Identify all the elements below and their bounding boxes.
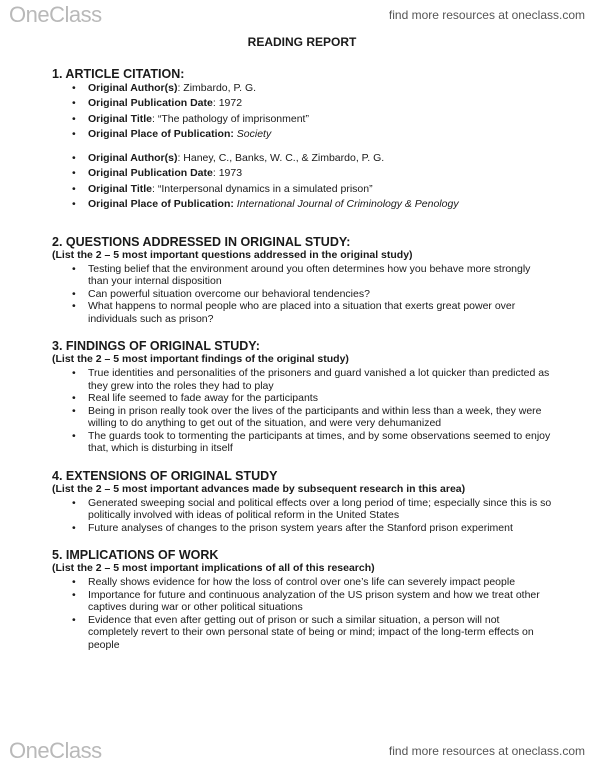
bullet-list (52, 367, 552, 455)
list-item: • Really shows evidence for how the loss of control over one’s life can severely impact people (52, 576, 552, 589)
citation-place: • Original Place of Publication: International Journal of Criminology & Penology (52, 197, 552, 213)
bullet-list (52, 497, 552, 535)
section-heading: 3. FINDINGS OF ORIGINAL STUDY: (52, 339, 260, 353)
citation-list-2 (52, 151, 552, 213)
section-heading: 4. EXTENSIONS OF ORIGINAL STUDY (52, 468, 278, 483)
citation-date: • Original Publication Date: 1973 (52, 166, 552, 182)
list-item: • Evidence that even after getting out of prison or such a similar situation, a person will not completely revert to their own personal state of being or mind; impact of the long-term effects on people (52, 614, 552, 652)
report-sections (52, 235, 552, 652)
list-item: • Being in prison really took over the lives of the participants and within less than a week, they were willing to do anything to get out of the situation, and were very dehumanized (52, 405, 552, 430)
citation-place: • Original Place of Publication: Society (52, 127, 552, 143)
citation-title: • Original Title: “Interpersonal dynamics in a simulated prison” (52, 182, 552, 198)
section-instruction: (List the 2 – 5 most important findings of the original study) (52, 353, 349, 365)
section-instruction: (List the 2 – 5 most important implications of all of this research) (52, 562, 375, 574)
document-title: READING REPORT (247, 35, 357, 49)
list-item: • Future analyses of changes to the prison system years after the Stanford prison experiment (52, 522, 552, 535)
citation-list-1 (52, 81, 552, 143)
oneclass-logo (9, 2, 102, 28)
report-section (52, 548, 552, 651)
section-instruction: (List the 2 – 5 most important advances made by subsequent research in this area) (52, 482, 466, 495)
section-instruction: (List the 2 – 5 most important questions addressed in the original study) (52, 248, 413, 261)
citation-author: • Original Author(s): Haney, C., Banks, W. C., & Zimbardo, P. G. (52, 151, 552, 167)
list-item: • Real life seemed to fade away for the participants (52, 392, 552, 405)
list-item: • Can powerful situation overcome our behavioral tendencies? (52, 288, 552, 301)
list-item: • Importance for future and continuous analyzation of the US prison system and how we treat other captives during war or other political situations (52, 589, 552, 614)
reading-report (52, 36, 552, 651)
report-section (52, 469, 552, 535)
citation-author: • Original Author(s): Zimbardo, P. G. (52, 81, 552, 97)
header-resources-link[interactable]: find more resources at oneclass.com (388, 8, 585, 22)
list-item: • The guards took to tormenting the participants at times, and by some observations seemed to enjoy that, which is disturbing in itself (52, 430, 552, 455)
section-citation (52, 67, 552, 213)
report-section (52, 339, 552, 455)
report-section (52, 235, 552, 326)
logo-text: OneClass (9, 2, 102, 27)
bullet-list (52, 263, 552, 326)
logo-text: OneClass (9, 738, 102, 763)
list-item: • Generated sweeping social and political effects over a long period of time; especially since this is so politically involved with ideas of political reform in the United States (52, 497, 552, 522)
section-heading: 1. ARTICLE CITATION: (52, 66, 185, 81)
list-item: • True identities and personalities of the prisoners and guard vanished a lot quicker than predicted as they grew into the roles they had to play (52, 367, 552, 392)
bullet-list (52, 576, 552, 651)
oneclass-logo-footer (9, 738, 102, 764)
citation-date: • Original Publication Date: 1972 (52, 96, 552, 112)
citation-title: • Original Title: “The pathology of imprisonment” (52, 112, 552, 128)
list-item: • What happens to normal people who are placed into a situation that exerts great power over individuals such as prison? (52, 300, 552, 325)
footer-resources-link[interactable]: find more resources at oneclass.com (388, 744, 585, 758)
section-heading: 2. QUESTIONS ADDRESSED IN ORIGINAL STUDY: (52, 234, 351, 249)
list-item: • Testing belief that the environment around you often determines how you behave more strongly than your internal disposition (52, 263, 552, 288)
section-heading: 5. IMPLICATIONS OF WORK (52, 548, 219, 562)
